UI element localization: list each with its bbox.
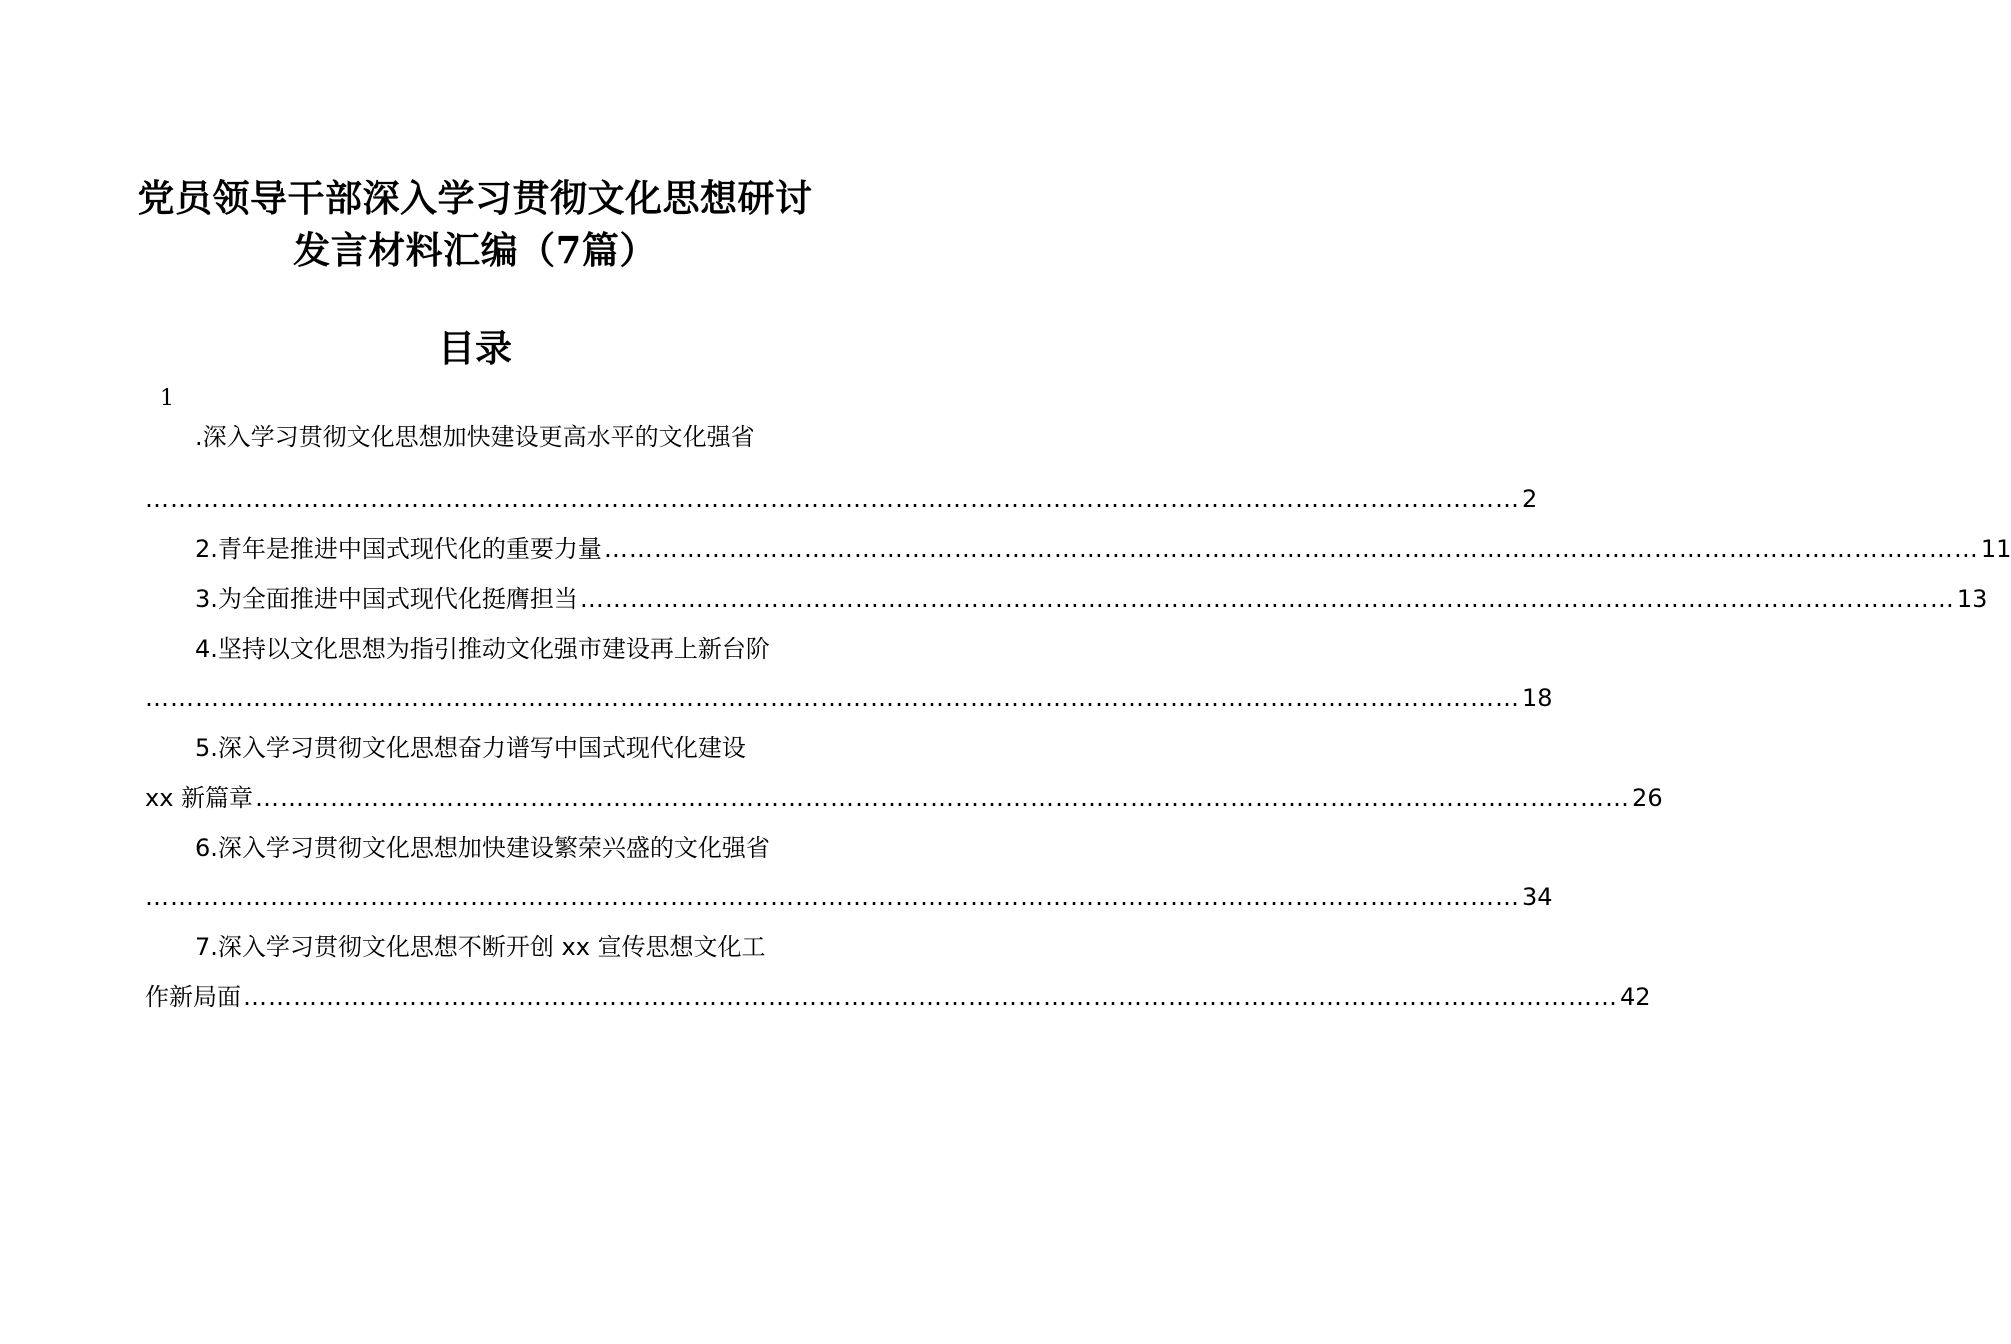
toc-dot-leader: …………………………………………………………………………………………………………………………………………………: [145, 684, 1520, 712]
toc-entry-4-leader-line[interactable]: [145, 680, 1553, 716]
toc-entry-text: 6.深入学习贯彻文化思想加快建设繁荣兴盛的文化强省: [195, 834, 770, 862]
toc-entry-text: 7.深入学习贯彻文化思想不断开创 xx 宣传思想文化工: [195, 933, 766, 961]
toc-entry-text: 5.深入学习贯彻文化思想奋力谱写中国式现代化建设: [195, 734, 746, 762]
toc-entry-6-title[interactable]: [195, 830, 807, 866]
toc-heading: 目录: [438, 326, 512, 370]
toc-entry-7-title[interactable]: [195, 929, 807, 965]
toc-entry-text: 3.为全面推进中国式现代化挺膺担当: [195, 585, 578, 613]
toc-dot-leader: …………………………………………………………………………………………………………………………………………………: [255, 784, 1631, 812]
toc-page-number: 26: [1632, 784, 1663, 812]
toc-page-number: 42: [1620, 983, 1651, 1011]
toc-dot-leader: …………………………………………………………………………………………………………………………………………………: [145, 485, 1520, 513]
toc-entry-text-continued: 作新局面: [145, 983, 241, 1011]
toc-entry-1-leader-line[interactable]: [145, 481, 1538, 517]
toc-dot-leader: …………………………………………………………………………………………………………………………………………………: [145, 883, 1520, 911]
document-title-line-1: 党员领导干部深入学习贯彻文化思想研讨: [137, 176, 813, 220]
toc-page-number: 13: [1956, 585, 1988, 613]
document-title-line-2: 发言材料汇编（7篇）: [293, 228, 657, 272]
toc-entry-5-title[interactable]: [195, 730, 807, 766]
toc-entry-5-continuation[interactable]: [145, 780, 1663, 816]
toc-entry-3[interactable]: [195, 581, 1988, 617]
toc-entry-7-continuation[interactable]: [145, 979, 1651, 1015]
toc-page-number: 11: [1980, 535, 2011, 563]
page-number-label: 1: [160, 386, 174, 411]
toc-entry-4-title[interactable]: [195, 631, 807, 667]
toc-page-number: 18: [1522, 684, 1553, 712]
toc-dot-leader: …………………………………………………………………………………………………………………………………………………: [579, 585, 1955, 613]
toc-entry-text: 2.青年是推进中国式现代化的重要力量: [195, 535, 602, 563]
toc-entry-6-leader-line[interactable]: [145, 879, 1553, 915]
toc-entry-text-continued: xx 新篇章: [145, 784, 254, 812]
toc-entry-1-title[interactable]: [195, 419, 807, 455]
toc-entry-text: .深入学习贯彻文化思想加快建设更高水平的文化强省: [195, 423, 755, 451]
toc-entry-2[interactable]: [195, 531, 2011, 567]
toc-entry-text: 4.坚持以文化思想为指引推动文化强市建设再上新台阶: [195, 635, 770, 663]
toc-dot-leader: …………………………………………………………………………………………………………………………………………………: [243, 983, 1618, 1011]
toc-page-number: 34: [1522, 883, 1553, 911]
toc-page-number: 2: [1522, 485, 1538, 513]
toc-dot-leader: …………………………………………………………………………………………………………………………………………………: [603, 535, 1979, 563]
